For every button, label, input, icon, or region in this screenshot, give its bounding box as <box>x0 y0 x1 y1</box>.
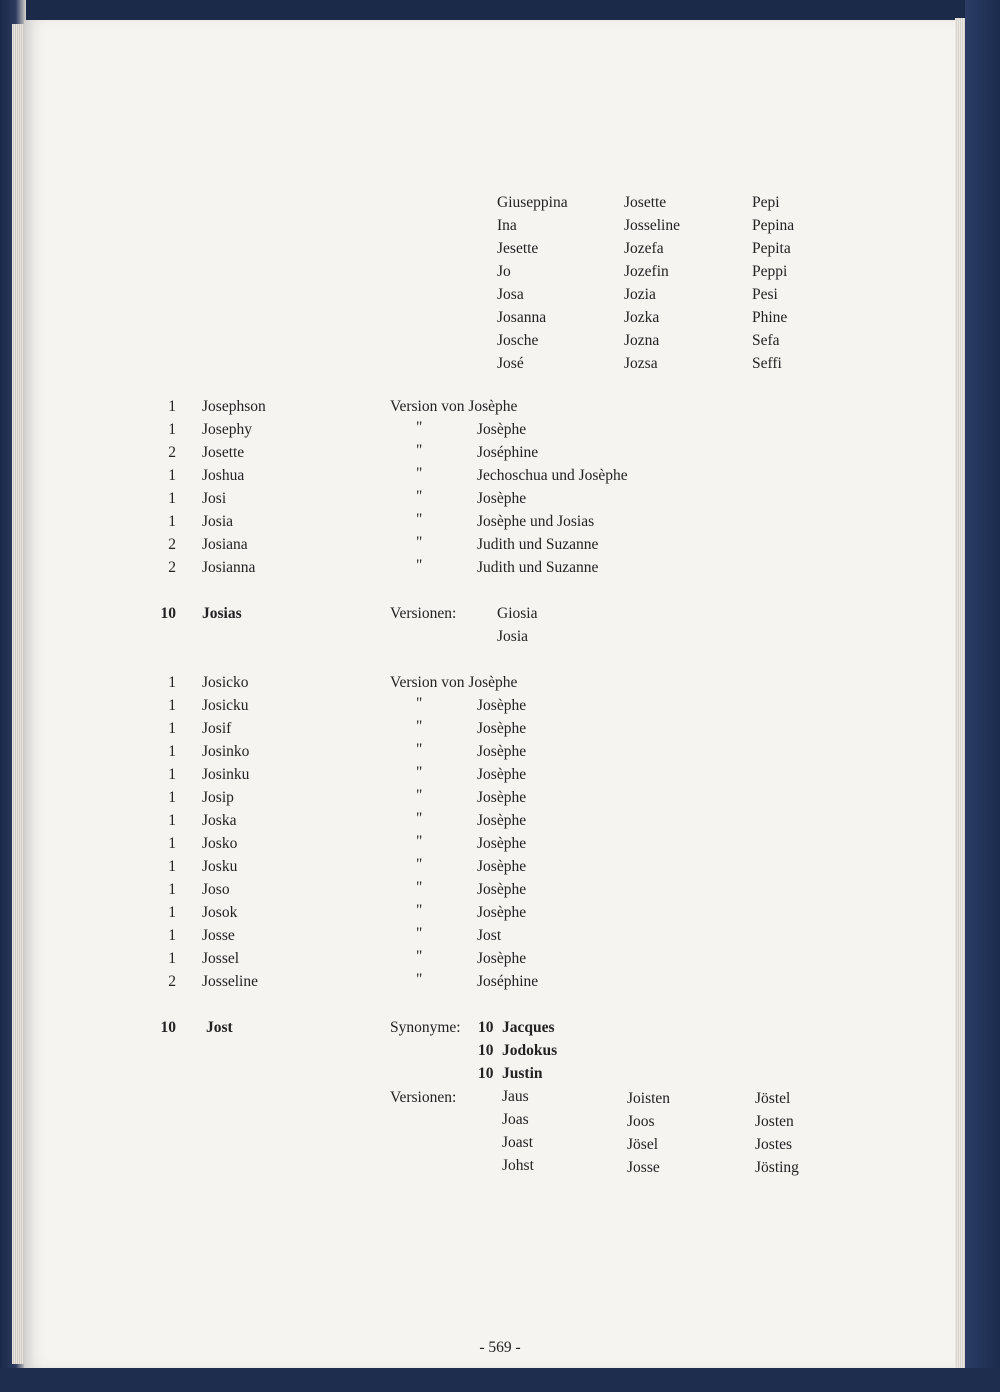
entry-name: Joso <box>202 881 230 898</box>
variant-name: Jozna <box>624 332 660 349</box>
variant-name: Josseline <box>624 217 680 234</box>
ditto-mark: " <box>416 810 423 827</box>
entry-count: 1 <box>168 720 176 737</box>
variant-name: Seffi <box>752 355 782 372</box>
entry-name: Josi <box>202 490 227 507</box>
entry-name: Josok <box>202 904 238 921</box>
entry-count: 10 <box>160 605 176 622</box>
entry-count: 2 <box>168 973 176 990</box>
entry-count: 1 <box>168 743 176 760</box>
variant-name: Jozefin <box>624 263 669 280</box>
entry-count: 1 <box>168 490 176 507</box>
ditto-mark: " <box>416 833 423 850</box>
variant-name: Sefa <box>752 332 780 349</box>
entry-name: Josinku <box>202 766 250 783</box>
ditto-mark: " <box>416 465 423 482</box>
ditto-mark: " <box>416 534 423 551</box>
entry-count: 10 <box>160 1019 176 1036</box>
entry-origin: Version von Josèphe <box>390 674 518 691</box>
entry-count: 1 <box>168 467 176 484</box>
entry-origin: Josèphe <box>477 812 527 829</box>
entry-origin: Josèphe <box>477 421 527 438</box>
entry-name: Joska <box>202 812 237 829</box>
ditto-mark: " <box>416 557 423 574</box>
variant-name: José <box>497 355 524 372</box>
entry-origin: Josèphe und Josias <box>477 513 595 530</box>
entry-count: 2 <box>168 444 176 461</box>
entry-origin: Josèphe <box>477 835 527 852</box>
synonym-count: 10 <box>478 1019 494 1036</box>
variant-name: Jesette <box>497 240 539 257</box>
book-page <box>24 20 960 1368</box>
ditto-mark: " <box>416 442 423 459</box>
entry-name: Jost <box>206 1019 233 1036</box>
entry-name: Josinko <box>202 743 250 760</box>
ditto-mark: " <box>416 488 423 505</box>
variant-name: Josia <box>497 628 528 645</box>
ditto-mark: " <box>416 856 423 873</box>
variant-name: Josa <box>497 286 524 303</box>
variant-name: Ina <box>497 217 517 234</box>
entry-name: Josip <box>202 789 234 806</box>
entry-count: 1 <box>168 789 176 806</box>
entry-origin: Josèphe <box>477 490 527 507</box>
entry-count: 1 <box>168 881 176 898</box>
ditto-mark: " <box>416 695 423 712</box>
variant-name: Joos <box>627 1113 655 1130</box>
variant-name: Joisten <box>627 1090 671 1107</box>
entry-name: Josianna <box>202 559 256 576</box>
entry-count: 1 <box>168 835 176 852</box>
variant-name: Josanna <box>497 309 547 326</box>
synonym-count: 10 <box>478 1042 494 1059</box>
entry-name: Josicku <box>202 697 249 714</box>
entry-origin: Joséphine <box>477 973 539 990</box>
ditto-mark: " <box>416 741 423 758</box>
entry-origin: Josèphe <box>477 858 527 875</box>
entry-origin: Josèphe <box>477 743 527 760</box>
synonym-name: Jodokus <box>502 1042 558 1059</box>
variant-name: Jo <box>497 263 511 280</box>
ditto-mark: " <box>416 925 423 942</box>
variant-name: Josse <box>627 1159 660 1176</box>
book-cover-bottom <box>0 1368 1000 1392</box>
entry-count: 1 <box>168 812 176 829</box>
entry-name: Josku <box>202 858 238 875</box>
ditto-mark: " <box>416 948 423 965</box>
entry-count: 1 <box>168 950 176 967</box>
entry-origin: Josèphe <box>477 697 527 714</box>
variant-name: Pepi <box>752 194 780 211</box>
entry-origin: Josèphe <box>477 766 527 783</box>
page-stack-right <box>955 18 965 1370</box>
page-number: - 569 - <box>479 1339 521 1356</box>
entry-name: Josephson <box>202 398 266 415</box>
entry-origin: Josèphe <box>477 720 527 737</box>
variant-name: Pepita <box>752 240 791 257</box>
entry-count: 2 <box>168 536 176 553</box>
variant-name: Jozefa <box>624 240 664 257</box>
variant-name: Joast <box>502 1134 533 1151</box>
variant-name: Jösel <box>627 1136 658 1153</box>
entry-name: Josicko <box>202 674 249 691</box>
variant-name: Joas <box>502 1111 529 1128</box>
variant-name: Jösting <box>755 1159 799 1176</box>
variant-name: Jöstel <box>755 1090 791 1107</box>
ditto-mark: " <box>416 902 423 919</box>
entry-origin: Judith und Suzanne <box>477 559 599 576</box>
variant-name: Pepina <box>752 217 795 234</box>
synonym-name: Jacques <box>502 1019 555 1036</box>
entry-name: Josia <box>202 513 233 530</box>
variant-name: Jozsa <box>624 355 658 372</box>
entry-count: 1 <box>168 674 176 691</box>
variant-name: Johst <box>502 1157 534 1174</box>
variant-name: Jozia <box>624 286 656 303</box>
entry-count: 1 <box>168 927 176 944</box>
ditto-mark: " <box>416 419 423 436</box>
entry-count: 1 <box>168 421 176 438</box>
variant-name: Peppi <box>752 263 788 280</box>
entry-name: Josette <box>202 444 245 461</box>
entry-origin: Josèphe <box>477 881 527 898</box>
variant-name: Josten <box>755 1113 794 1130</box>
versions-label: Versionen: <box>390 605 457 622</box>
entry-name: Josseline <box>202 973 258 990</box>
entry-count: 1 <box>168 513 176 530</box>
entry-count: 1 <box>168 398 176 415</box>
entry-origin: Judith und Suzanne <box>477 536 599 553</box>
entry-name: Joshua <box>202 467 245 484</box>
entry-origin: Josèphe <box>477 789 527 806</box>
versions-label: Versionen: <box>390 1089 457 1106</box>
entry-name: Josiana <box>202 536 248 553</box>
entry-origin: Josèphe <box>477 904 527 921</box>
variant-name: Josche <box>497 332 539 349</box>
entry-name: Jossel <box>202 950 240 967</box>
variant-name: Jaus <box>502 1088 529 1105</box>
ditto-mark: " <box>416 511 423 528</box>
book-cover-right <box>965 0 1000 1392</box>
ditto-mark: " <box>416 879 423 896</box>
ditto-mark: " <box>416 971 423 988</box>
entry-count: 1 <box>168 858 176 875</box>
entry-count: 1 <box>168 766 176 783</box>
entry-count: 1 <box>168 697 176 714</box>
variant-name: Giuseppina <box>497 194 568 211</box>
variant-name: Pesi <box>752 286 778 303</box>
entry-count: 1 <box>168 904 176 921</box>
ditto-mark: " <box>416 718 423 735</box>
entry-origin: Josèphe <box>477 950 527 967</box>
entry-name: Josse <box>202 927 235 944</box>
synonyms-label: Synonyme: <box>390 1019 461 1036</box>
synonym-count: 10 <box>478 1065 494 1082</box>
ditto-mark: " <box>416 787 423 804</box>
entry-origin: Version von Josèphe <box>390 398 518 415</box>
entry-name: Josias <box>202 605 242 622</box>
entry-name: Josephy <box>202 421 252 438</box>
entry-count: 2 <box>168 559 176 576</box>
ditto-mark: " <box>416 764 423 781</box>
entry-origin: Joséphine <box>477 444 539 461</box>
variant-name: Jozka <box>624 309 660 326</box>
entry-origin: Jost <box>477 927 502 944</box>
entry-origin: Jechoschua und Josèphe <box>477 467 628 484</box>
variant-name: Jostes <box>755 1136 793 1153</box>
variant-name: Giosia <box>497 605 538 622</box>
variant-name: Josette <box>624 194 667 211</box>
entry-name: Josif <box>202 720 232 737</box>
entry-name: Josko <box>202 835 238 852</box>
variant-name: Phine <box>752 309 788 326</box>
synonym-name: Justin <box>502 1065 543 1082</box>
